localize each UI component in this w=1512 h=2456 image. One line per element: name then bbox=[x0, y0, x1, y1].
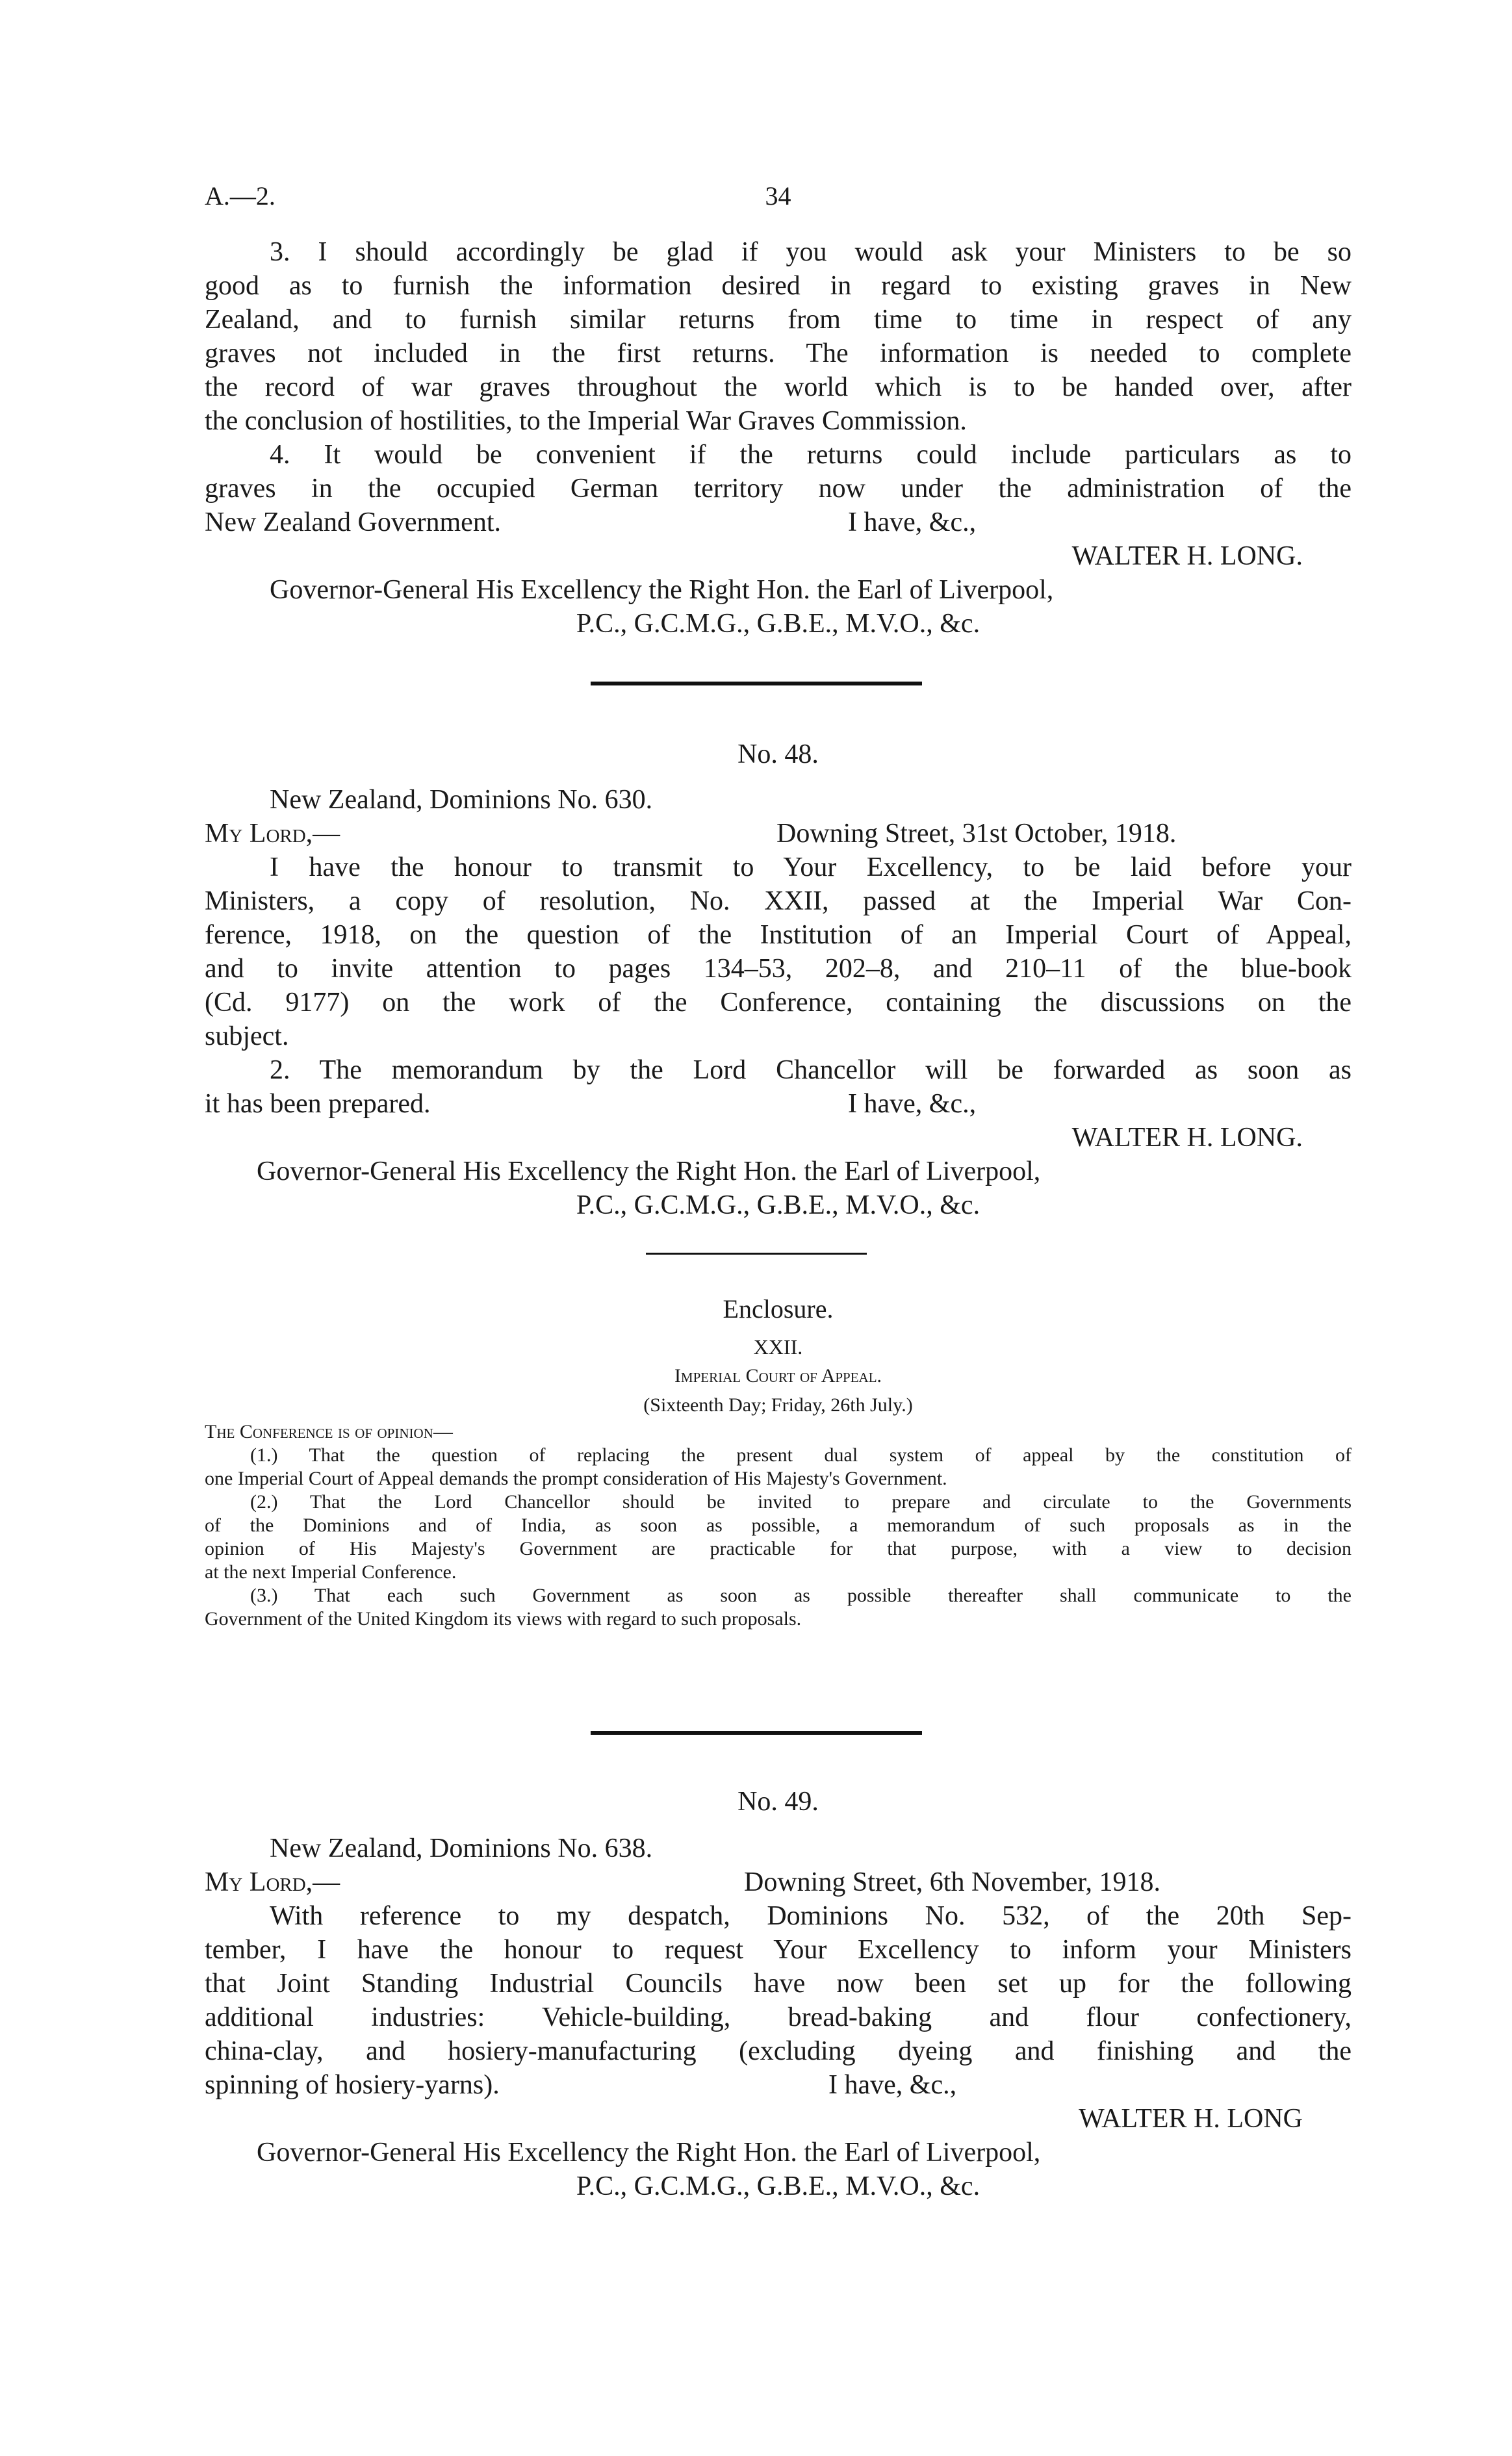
signature: WALTER H. LONG. bbox=[1071, 1123, 1303, 1153]
enclosure bbox=[205, 1293, 1352, 1631]
closing: I have, &c., bbox=[848, 1089, 977, 1119]
resolution-line: at the next Imperial Conference. bbox=[205, 1561, 457, 1583]
paragraph-line: good as to furnish the information desired in regard to existing graves in New bbox=[205, 271, 1352, 301]
section-divider bbox=[646, 1253, 867, 1255]
dominion-reference: New Zealand, Dominions No. 630. bbox=[270, 785, 653, 815]
letter-47-continuation bbox=[205, 235, 1352, 641]
salutation: My Lord,— bbox=[205, 819, 340, 849]
paragraph-line: graves not included in the first returns. The information is needed to complete bbox=[205, 339, 1352, 368]
salutation-line bbox=[205, 817, 1352, 851]
paragraph-end: spinning of hosiery-yarns). bbox=[205, 2070, 500, 2100]
place-date: Downing Street, 31st October, 1918. bbox=[776, 819, 1177, 849]
letter-number: No. 49. bbox=[737, 1787, 819, 1817]
addressee-line-2: P.C., G.C.M.G., G.B.E., M.V.O., &c. bbox=[576, 1190, 980, 1220]
paragraph-line: 4. It would be convenient if the returns could include particulars as to bbox=[270, 440, 1352, 470]
paragraph-line: that Joint Standing Industrial Councils have now been set up for the following bbox=[205, 1969, 1352, 1999]
addressee-line-2: P.C., G.C.M.G., G.B.E., M.V.O., &c. bbox=[576, 2171, 980, 2201]
paragraph-end: New Zealand Government. bbox=[205, 507, 501, 537]
paragraph-line: subject. bbox=[205, 1021, 289, 1051]
closing: I have, &c., bbox=[848, 507, 977, 537]
paragraph-line bbox=[205, 505, 1352, 539]
addressee-line-1: Governor-General His Excellency the Right Hon. the Earl of Liverpool, bbox=[257, 1157, 1041, 1186]
paragraph-line: tember, I have the honour to request Your Excellency to inform your Ministers bbox=[205, 1935, 1352, 1965]
resolution-intro: The Conference is of opinion— bbox=[205, 1421, 453, 1442]
resolution-line: (1.) That the question of replacing the present dual system of appeal by the constitution of bbox=[250, 1444, 1352, 1466]
paragraph-line: 3. I should accordingly be glad if you would ask your Ministers to be so bbox=[270, 237, 1352, 267]
dominion-reference: New Zealand, Dominions No. 638. bbox=[270, 1834, 653, 1863]
paragraph-line: graves in the occupied German territory now under the administration of the bbox=[205, 474, 1352, 504]
resolution-line: Government of the United Kingdom its views with regard to such proposals. bbox=[205, 1608, 802, 1630]
paragraph-line: the conclusion of hostilities, to the Imperial War Graves Commission. bbox=[205, 406, 967, 436]
section-divider bbox=[591, 682, 922, 685]
resolution-heading: Imperial Court of Appeal. bbox=[674, 1365, 882, 1387]
resolution-line: (2.) That the Lord Chancellor should be invited to prepare and circulate to the Governments bbox=[250, 1491, 1352, 1513]
salutation: My Lord,— bbox=[205, 1867, 340, 1897]
paragraph-line: (Cd. 9177) on the work of the Conference, containing the discussions on the bbox=[205, 988, 1352, 1017]
paragraph-end: it has been prepared. bbox=[205, 1089, 431, 1119]
resolution-line: one Imperial Court of Appeal demands the prompt consideration of His Majesty's Government. bbox=[205, 1468, 947, 1489]
paragraph-line: the record of war graves throughout the world which is to be handed over, after bbox=[205, 372, 1352, 402]
addressee-line-1: Governor-General His Excellency the Right Hon. the Earl of Liverpool, bbox=[257, 2138, 1041, 2168]
paragraph-line: Zealand, and to furnish similar returns from time to time in respect of any bbox=[205, 305, 1352, 335]
section-divider bbox=[591, 1731, 922, 1735]
resolution-number: XXII. bbox=[753, 1335, 803, 1359]
salutation-line bbox=[205, 1865, 1352, 1899]
document-reference: A.—2. bbox=[205, 181, 275, 211]
paragraph-line: and to invite attention to pages 134–53, 202–8, and 210–11 of the blue-book bbox=[205, 954, 1352, 984]
addressee-line-2: P.C., G.C.M.G., G.B.E., M.V.O., &c. bbox=[576, 609, 980, 639]
resolution-line: of the Dominions and of India, as soon as possible, a memorandum of such proposals as in the bbox=[205, 1515, 1352, 1536]
page-number: 34 bbox=[765, 181, 791, 211]
paragraph-line: With reference to my despatch, Dominions No. 532, of the 20th Sep- bbox=[270, 1901, 1352, 1931]
paragraph-line: 2. The memorandum by the Lord Chancellor will be forwarded as soon as bbox=[270, 1055, 1352, 1085]
paragraph-line: Ministers, a copy of resolution, No. XXII, passed at the Imperial War Con- bbox=[205, 886, 1352, 916]
enclosure-title: Enclosure. bbox=[723, 1294, 834, 1324]
place-date: Downing Street, 6th November, 1918. bbox=[744, 1867, 1161, 1897]
resolution-line: (3.) That each such Government as soon as possible thereafter shall communicate to the bbox=[250, 1585, 1352, 1606]
signature: WALTER H. LONG bbox=[1079, 2104, 1303, 2134]
signature: WALTER H. LONG. bbox=[1071, 541, 1303, 571]
paragraph-line bbox=[205, 2068, 1352, 2102]
paragraph-line: additional industries: Vehicle-building, bread-baking and flour confectionery, bbox=[205, 2002, 1352, 2032]
letter-49 bbox=[205, 1785, 1352, 2203]
closing: I have, &c., bbox=[828, 2070, 957, 2100]
letter-48 bbox=[205, 737, 1352, 1222]
paragraph-line: ference, 1918, on the question of the Institution of an Imperial Court of Appeal, bbox=[205, 920, 1352, 950]
paragraph-line bbox=[205, 1087, 1352, 1121]
paragraph-line: china-clay, and hosiery-manufacturing (excluding dyeing and finishing and the bbox=[205, 2036, 1352, 2066]
paragraph-line: I have the honour to transmit to Your Excellency, to be laid before your bbox=[270, 852, 1352, 882]
addressee-line-1: Governor-General His Excellency the Right Hon. the Earl of Liverpool, bbox=[270, 575, 1054, 605]
resolution-subheading: (Sixteenth Day; Friday, 26th July.) bbox=[643, 1394, 913, 1416]
resolution-line: opinion of His Majesty's Government are practicable for that purpose, with a view to decision bbox=[205, 1538, 1352, 1559]
letter-number: No. 48. bbox=[737, 739, 819, 769]
